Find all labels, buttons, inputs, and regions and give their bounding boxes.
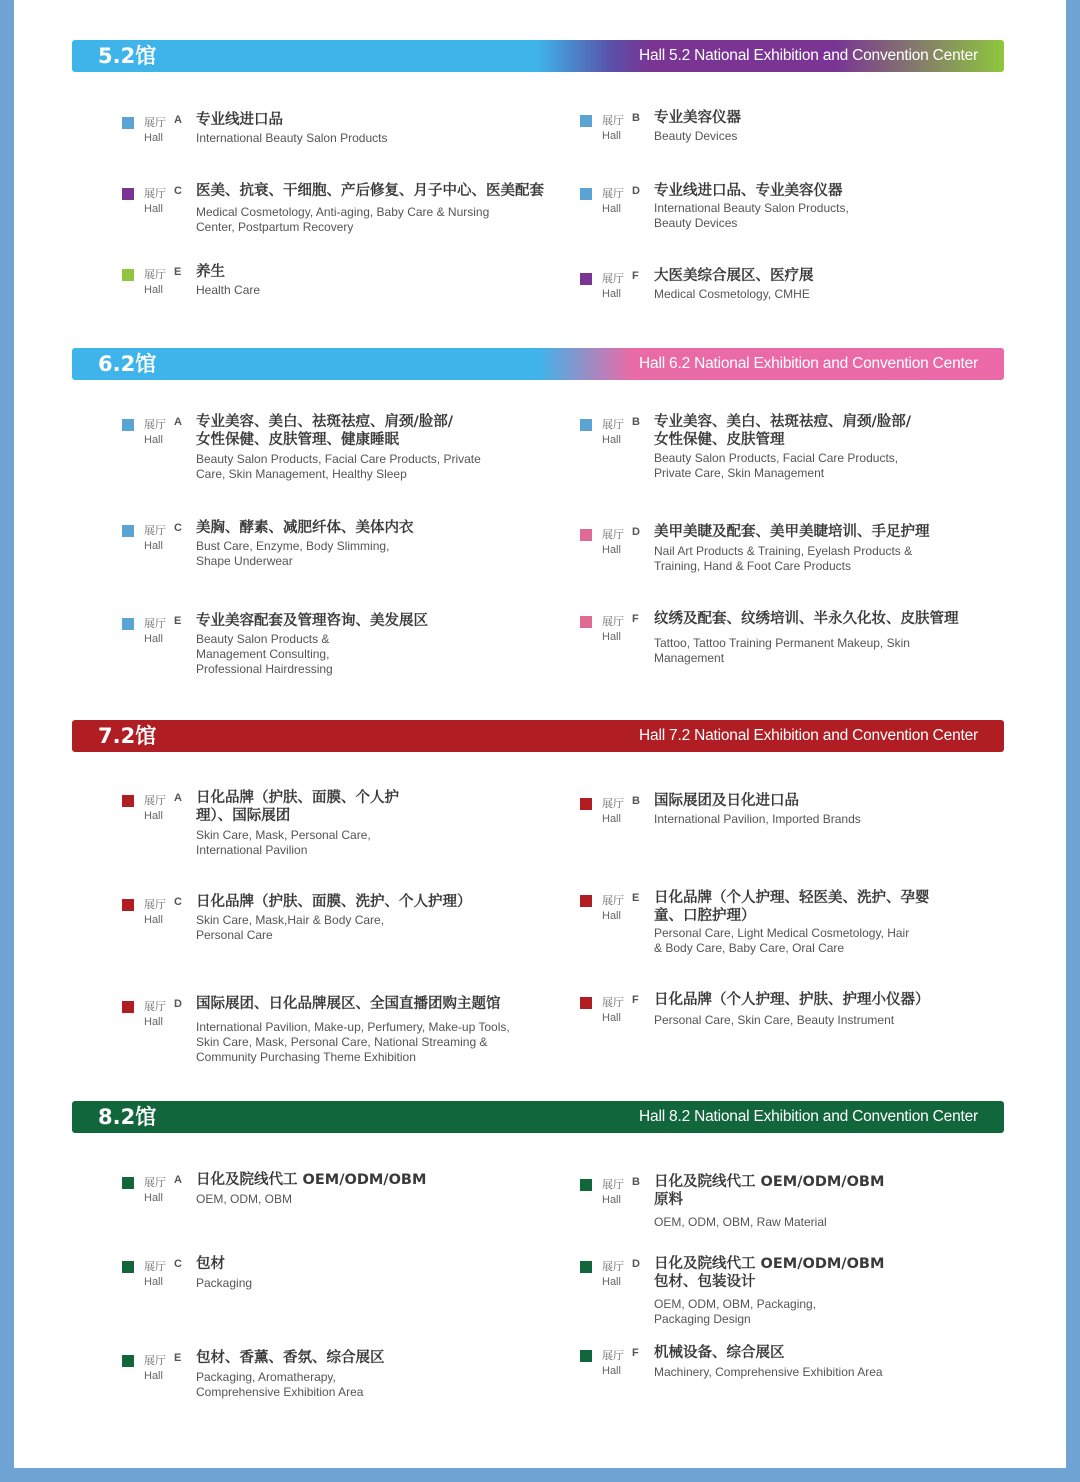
hall-label-en: Hall — [144, 132, 163, 144]
hall-label-en: Hall — [144, 1276, 163, 1288]
hall-label-zh: 展厅 — [602, 996, 624, 1009]
area-color-marker — [122, 1355, 134, 1367]
hall-label-en: Hall — [602, 130, 621, 142]
area-color-marker — [122, 795, 134, 807]
hall-7-2-header — [72, 720, 1004, 752]
hall-label-en: Hall — [602, 631, 621, 643]
area-title-zh: 医美、抗衰、干细胞、产后修复、月子中心、医美配套 — [196, 183, 544, 199]
hall-label-zh: 展厅 — [144, 1176, 166, 1189]
area-letter: C — [174, 896, 182, 908]
area-title-en: Packaging — [196, 1276, 253, 1290]
area-letter: C — [174, 185, 182, 197]
area-title-en: International Pavilion, Make-up, Perfumery, Make-up Tools, Skin Care, Mask, Personal Care, National Streaming & Community Purchasing Theme Exhibition — [196, 1020, 510, 1064]
hall-label-zh: 展厅 — [602, 114, 624, 127]
hall-label-zh: 展厅 — [602, 1260, 624, 1273]
hall-label-zh: 展厅 — [602, 418, 624, 431]
hall-label-en: Hall — [602, 434, 621, 446]
area-letter: C — [174, 1258, 182, 1270]
area-title-zh: 日化品牌（护肤、面膜、个人护理）、国际展团 — [196, 790, 399, 824]
hall-label-zh: 展厅 — [144, 116, 166, 129]
area-letter: F — [632, 270, 639, 282]
hall-label-en: Hall — [144, 434, 163, 446]
hall-title-en: Hall 5.2 National Exhibition and Convention Center — [639, 47, 978, 64]
area-color-marker — [122, 618, 134, 630]
area-color-marker — [122, 1001, 134, 1013]
hall-label-zh: 展厅 — [144, 1000, 166, 1013]
area-color-marker — [122, 117, 134, 129]
area-title-en: Bust Care, Enzyme, Body Slimming, Shape Underwear — [196, 539, 390, 568]
area-color-marker — [122, 188, 134, 200]
hall-label-en: Hall — [602, 1194, 621, 1206]
area-title-en: Beauty Salon Products, Facial Care Products, Private Care, Skin Management, Healthy Sleep — [196, 452, 481, 481]
area-title-zh: 日化品牌（个人护理、轻医美、洗护、孕婴童、口腔护理） — [654, 890, 930, 924]
hall-label-en: Hall — [602, 1365, 621, 1377]
hall-name: 6.2馆 — [98, 352, 157, 376]
area-title-en: Beauty Salon Products & Management Consulting, Professional Hairdressing — [196, 632, 333, 676]
hall-label-en: Hall — [144, 633, 163, 645]
area-title-en: OEM, ODM, OBM, Raw Material — [654, 1215, 827, 1229]
area-title-en: Medical Cosmetology, CMHE — [654, 287, 810, 301]
area-color-marker — [122, 419, 134, 431]
area-title-en: Personal Care, Skin Care, Beauty Instrument — [654, 1013, 895, 1027]
area-letter: B — [632, 112, 640, 124]
area-title-zh: 国际展团、日化品牌展区、全国直播团购主题馆 — [196, 996, 501, 1012]
hall-label-en: Hall — [144, 810, 163, 822]
area-letter: E — [174, 615, 182, 627]
area-title-zh: 日化及院线代工 OEM/ODM/OBM — [196, 1172, 427, 1188]
hall-5-2-header — [72, 40, 1004, 72]
hall-label-zh: 展厅 — [144, 794, 166, 807]
area-title-zh: 机械设备、综合展区 — [654, 1345, 785, 1361]
hall-label-zh: 展厅 — [602, 1178, 624, 1191]
area-letter: C — [174, 522, 182, 534]
area-title-en: Skin Care, Mask, Personal Care, International Pavilion — [196, 828, 371, 857]
hall-name: 7.2馆 — [98, 724, 157, 748]
hall-label-zh: 展厅 — [144, 617, 166, 630]
area-title-zh: 包材 — [196, 1256, 225, 1272]
area-color-marker — [122, 1177, 134, 1189]
area-color-marker — [580, 529, 592, 541]
area-title-en: International Beauty Salon Products — [196, 131, 388, 145]
area-color-marker — [580, 1261, 592, 1273]
hall-label-zh: 展厅 — [602, 187, 624, 200]
area-letter: A — [174, 792, 182, 804]
area-title-zh: 日化品牌（个人护理、护肤、护理小仪器） — [654, 992, 930, 1008]
area-color-marker — [580, 1350, 592, 1362]
area-letter: E — [632, 892, 640, 904]
hall-title-en: Hall 8.2 National Exhibition and Convention Center — [639, 1108, 978, 1125]
area-title-en: Skin Care, Mask,Hair & Body Care, Personal Care — [196, 913, 385, 942]
hall-8-2-header — [72, 1101, 1004, 1133]
area-letter: D — [632, 185, 640, 197]
area-title-en: Machinery, Comprehensive Exhibition Area — [654, 1365, 883, 1379]
area-title-zh: 专业美容配套及管理咨询、美发展区 — [196, 613, 428, 629]
hall-label-zh: 展厅 — [602, 615, 624, 628]
area-title-zh: 纹绣及配套、纹绣培训、半永久化妆、皮肤管理 — [654, 611, 959, 627]
area-title-en: OEM, ODM, OBM — [196, 1192, 292, 1206]
hall-label-en: Hall — [602, 813, 621, 825]
area-title-en: Nail Art Products & Training, Eyelash Products & Training, Hand & Foot Care Products — [654, 544, 913, 573]
hall-label-en: Hall — [602, 544, 621, 556]
hall-label-zh: 展厅 — [602, 1349, 624, 1362]
hall-label-zh: 展厅 — [144, 898, 166, 911]
area-letter: D — [632, 1258, 640, 1270]
area-color-marker — [580, 616, 592, 628]
hall-label-zh: 展厅 — [602, 797, 624, 810]
area-title-zh: 养生 — [196, 264, 225, 280]
hall-label-zh: 展厅 — [602, 894, 624, 907]
area-color-marker — [580, 1179, 592, 1191]
area-title-en: Beauty Devices — [654, 129, 738, 143]
area-title-en: Tattoo, Tattoo Training Permanent Makeup, Skin Management — [654, 636, 910, 665]
hall-label-en: Hall — [144, 1192, 163, 1204]
hall-label-en: Hall — [144, 1016, 163, 1028]
area-title-zh: 美胸、酵素、减肥纤体、美体内衣 — [196, 520, 414, 536]
hall-label-en: Hall — [602, 910, 621, 922]
area-title-en: Personal Care, Light Medical Cosmetology, Hair & Body Care, Baby Care, Oral Care — [654, 926, 910, 955]
area-color-marker — [580, 273, 592, 285]
area-letter: F — [632, 994, 639, 1006]
area-letter: B — [632, 1176, 640, 1188]
hall-label-en: Hall — [144, 914, 163, 926]
hall-name: 8.2馆 — [98, 1105, 157, 1129]
hall-label-en: Hall — [144, 1370, 163, 1382]
hall-title-en: Hall 7.2 National Exhibition and Convention Center — [639, 727, 978, 744]
hall-title-en: Hall 6.2 National Exhibition and Convention Center — [639, 355, 978, 372]
area-color-marker — [122, 899, 134, 911]
hall-label-zh: 展厅 — [144, 524, 166, 537]
hall-label-zh: 展厅 — [602, 272, 624, 285]
area-letter: F — [632, 1347, 639, 1359]
area-letter: D — [632, 526, 640, 538]
area-title-zh: 专业美容、美白、祛斑祛痘、肩颈/脸部/女性保健、皮肤管理、健康睡眠 — [196, 414, 454, 448]
area-title-zh: 大医美综合展区、医疗展 — [654, 268, 814, 284]
hall-name: 5.2馆 — [98, 44, 157, 68]
area-color-marker — [122, 269, 134, 281]
area-color-marker — [580, 115, 592, 127]
area-title-en: International Pavilion, Imported Brands — [654, 812, 861, 826]
hall-label-en: Hall — [602, 1012, 621, 1024]
area-letter: E — [174, 266, 182, 278]
hall-label-en: Hall — [144, 203, 163, 215]
hall-6-2-header — [72, 348, 1004, 380]
hall-label-zh: 展厅 — [144, 418, 166, 431]
area-letter: B — [632, 416, 640, 428]
hall-label-en: Hall — [602, 288, 621, 300]
area-title-zh: 美甲美睫及配套、美甲美睫培训、手足护理 — [654, 524, 930, 540]
area-color-marker — [122, 525, 134, 537]
area-letter: E — [174, 1352, 182, 1364]
area-color-marker — [122, 1261, 134, 1273]
area-title-zh: 专业美容仪器 — [654, 110, 741, 126]
area-title-en: OEM, ODM, OBM, Packaging, Packaging Design — [654, 1297, 817, 1326]
area-title-zh: 包材、香薰、香氛、综合展区 — [196, 1350, 385, 1366]
hall-label-zh: 展厅 — [144, 1260, 166, 1273]
area-letter: D — [174, 998, 182, 1010]
area-title-en: International Beauty Salon Products, Beauty Devices — [654, 201, 849, 230]
area-title-en: Health Care — [196, 283, 261, 297]
area-color-marker — [580, 419, 592, 431]
area-color-marker — [580, 997, 592, 1009]
area-color-marker — [580, 188, 592, 200]
area-letter: F — [632, 613, 639, 625]
area-letter: A — [174, 416, 182, 428]
area-title-zh: 国际展团及日化进口品 — [654, 793, 799, 809]
area-title-zh: 专业线进口品 — [196, 112, 283, 128]
hall-label-zh: 展厅 — [602, 528, 624, 541]
hall-label-en: Hall — [602, 1276, 621, 1288]
hall-label-zh: 展厅 — [144, 1354, 166, 1367]
area-title-zh: 日化品牌（护肤、面膜、洗护、个人护理） — [196, 894, 472, 910]
area-letter: A — [174, 114, 182, 126]
hall-label-en: Hall — [144, 540, 163, 552]
area-color-marker — [580, 895, 592, 907]
area-title-zh: 专业美容、美白、祛斑祛痘、肩颈/脸部/女性保健、皮肤管理 — [654, 414, 912, 448]
area-title-zh: 专业线进口品、专业美容仪器 — [654, 183, 843, 199]
area-title-zh: 日化及院线代工 OEM/ODM/OBM 包材、包装设计 — [654, 1256, 885, 1290]
area-letter: A — [174, 1174, 182, 1186]
area-color-marker — [580, 798, 592, 810]
hall-label-en: Hall — [144, 284, 163, 296]
area-letter: B — [632, 795, 640, 807]
area-title-en: Packaging, Aromatherapy, Comprehensive Exhibition Area — [196, 1370, 364, 1399]
hall-label-zh: 展厅 — [144, 268, 166, 281]
hall-label-zh: 展厅 — [144, 187, 166, 200]
area-title-en: Beauty Salon Products, Facial Care Products, Private Care, Skin Management — [654, 451, 899, 480]
hall-label-en: Hall — [602, 203, 621, 215]
area-title-zh: 日化及院线代工 OEM/ODM/OBM 原料 — [654, 1174, 885, 1208]
area-title-en: Medical Cosmetology, Anti-aging, Baby Care & Nursing Center, Postpartum Recovery — [196, 205, 490, 234]
